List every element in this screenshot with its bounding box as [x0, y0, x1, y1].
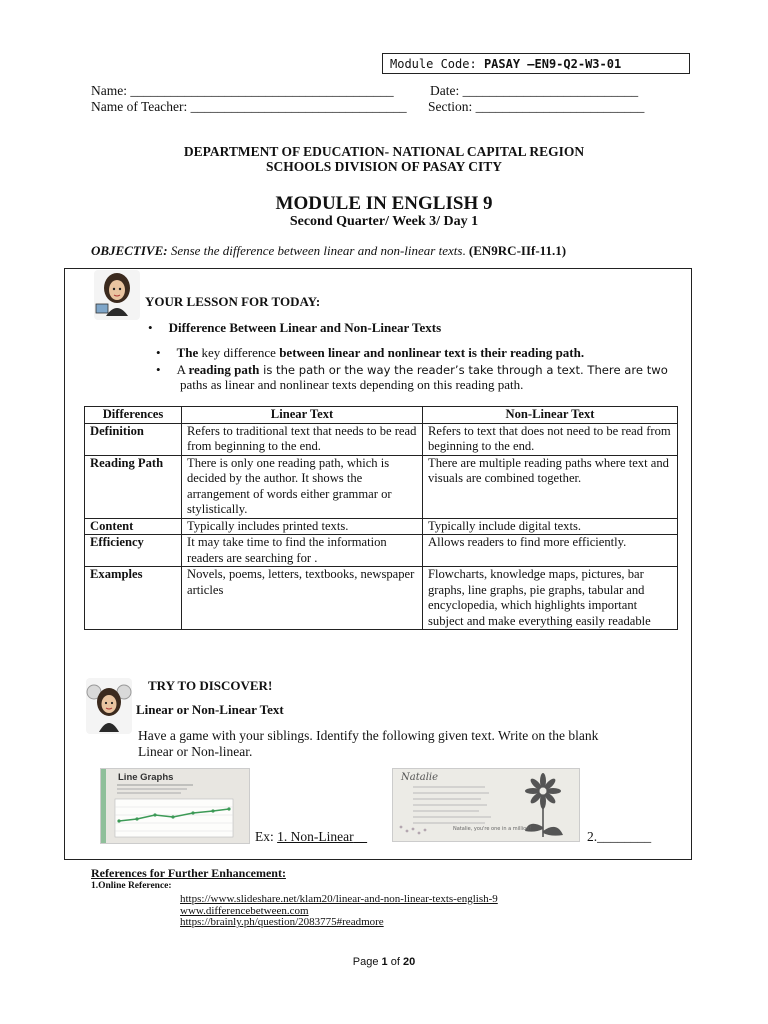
table-header: Non-Linear Text: [423, 407, 678, 424]
module-code-value: PASAY –EN9-Q2-W3-01: [483, 57, 622, 71]
reference-link-text[interactable]: www.differencebetween.com: [180, 905, 309, 917]
table-cell: Efficiency: [85, 535, 182, 567]
page-number: [0, 956, 768, 968]
table-cell: Typically include digital texts.: [423, 518, 678, 535]
table-cell: Allows readers to find more efficiently.: [423, 535, 678, 567]
table-header-row: [85, 407, 678, 424]
discover-instruction-1: Have a game with your siblings. Identify the following given text. Write on the blank: [138, 728, 599, 743]
lesson-topic: • Difference Between Linear and Non-Linear Texts: [148, 320, 442, 335]
discover-subheading: Linear or Non-Linear Text: [136, 702, 284, 717]
page-number-total: 20: [402, 956, 416, 968]
point1-b: key difference: [198, 345, 280, 360]
table-row: [85, 535, 678, 567]
module-code-box: [382, 53, 690, 74]
example-label: Ex:: [255, 829, 278, 844]
reference-link-text[interactable]: https://www.slideshare.net/klam20/linear-and-non-linear-texts-english-9: [180, 893, 498, 905]
point1-a: The: [176, 345, 199, 360]
online-reference-label: 1.Online Reference:: [91, 881, 172, 891]
point2-b: reading path: [188, 362, 260, 377]
table-cell: Reading Path: [85, 455, 182, 518]
teacher-field: Name of Teacher: ________________________________: [91, 99, 407, 114]
table-cell: Refers to traditional text that needs to be read from beginning to the end.: [182, 423, 423, 455]
module-title: MODULE IN ENGLISH 9: [275, 193, 493, 214]
student-avatar-icon: [86, 678, 132, 734]
table-cell: There is only one reading path, which is decided by the author. It shows the arrangement of words either grammar or stylistically.: [182, 455, 423, 518]
example-answer-text: 1. Non-Linear: [277, 829, 354, 844]
point2-a: A: [176, 362, 189, 377]
lesson-point-2-cont: paths as linear and nonlinear texts depending on this reading path.: [180, 377, 524, 392]
reference-link[interactable]: [180, 893, 498, 905]
table-header: Linear Text: [182, 407, 423, 424]
page-number-middle: of: [387, 956, 403, 968]
line-graph-image-title: Line Graphs: [118, 772, 174, 783]
reference-link-text[interactable]: https://brainly.ph/question/2083775#readmore: [180, 916, 384, 928]
lesson-topic-text: Difference Between Linear and Non-Linear Texts: [168, 320, 442, 335]
acrostic-poem-image: [392, 768, 580, 842]
objective-text: Sense the difference between linear and non-linear texts: [170, 243, 463, 258]
table-cell: Flowcharts, knowledge maps, pictures, bar graphs, line graphs, pie graphs, tabular and encyclopedia, which highlights important subject and make everything easily readable: [423, 567, 678, 630]
example-answer: [255, 829, 367, 845]
table-cell: Novels, poems, letters, textbooks, newspaper articles: [182, 567, 423, 630]
references-heading: References for Further Enhancement:: [91, 866, 286, 880]
table-cell: Content: [85, 518, 182, 535]
table-cell: Typically includes printed texts.: [182, 518, 423, 535]
page-number-current: 1: [381, 956, 388, 968]
lesson-heading: YOUR LESSON FOR TODAY:: [145, 294, 321, 309]
table-cell: Refers to text that does not need to be read from beginning to the end.: [423, 423, 678, 455]
table-cell: It may take time to find the information readers are searching for .: [182, 535, 423, 567]
objective-label: OBJECTIVE:: [91, 243, 168, 258]
acrostic-poem-footer: Natalie, you're one in a million!: [453, 826, 532, 832]
table-cell: There are multiple reading paths where text and visuals are combined together.: [423, 455, 678, 518]
department-title: DEPARTMENT OF EDUCATION- NATIONAL CAPITAL REGION: [183, 144, 585, 159]
table-header: Differences: [85, 407, 182, 424]
table-cell: Examples: [85, 567, 182, 630]
lesson-point-1: • The key difference between linear and nonlinear text is their reading path.: [156, 345, 585, 360]
name-field: Name: _______________________________________: [91, 83, 394, 98]
table-row: [85, 567, 678, 630]
reference-link[interactable]: [180, 916, 384, 928]
line-graph-figure: [101, 769, 249, 843]
module-code-label: Module Code:: [390, 57, 477, 71]
table-cell: Definition: [85, 423, 182, 455]
division-title: SCHOOLS DIVISION OF PASAY CITY: [265, 159, 503, 174]
point1-c: between linear and nonlinear text is their reading path.: [279, 345, 585, 360]
section-field: Section: _________________________: [428, 99, 645, 114]
line-graph-image: [100, 768, 250, 844]
teacher-avatar-icon: [94, 270, 140, 320]
item-2-blank: 2.________: [587, 829, 652, 844]
table-row: [85, 455, 678, 518]
table-row: [85, 423, 678, 455]
objective-code: (EN9RC-IIf-11.1): [468, 243, 567, 258]
table-row: [85, 518, 678, 535]
acrostic-poem-image-title: Natalie: [401, 772, 439, 783]
page-number-prefix: Page: [352, 956, 382, 968]
module-subtitle: Second Quarter/ Week 3/ Day 1: [289, 214, 479, 229]
point2-c: is the path or the way the reader’s take through a text. There are two: [259, 363, 668, 377]
discover-instruction-2: Linear or Non-linear.: [138, 744, 253, 759]
date-field: Date: __________________________: [430, 83, 639, 98]
objective: OBJECTIVE: Sense the difference between linear and non-linear texts. (EN9RC-IIf-11.1): [91, 243, 567, 258]
comparison-table: [84, 406, 678, 630]
discover-heading: TRY TO DISCOVER!: [148, 678, 273, 693]
lesson-point-2: • A reading path is the path or the way the reader’s take through a text. There are two: [156, 362, 668, 377]
